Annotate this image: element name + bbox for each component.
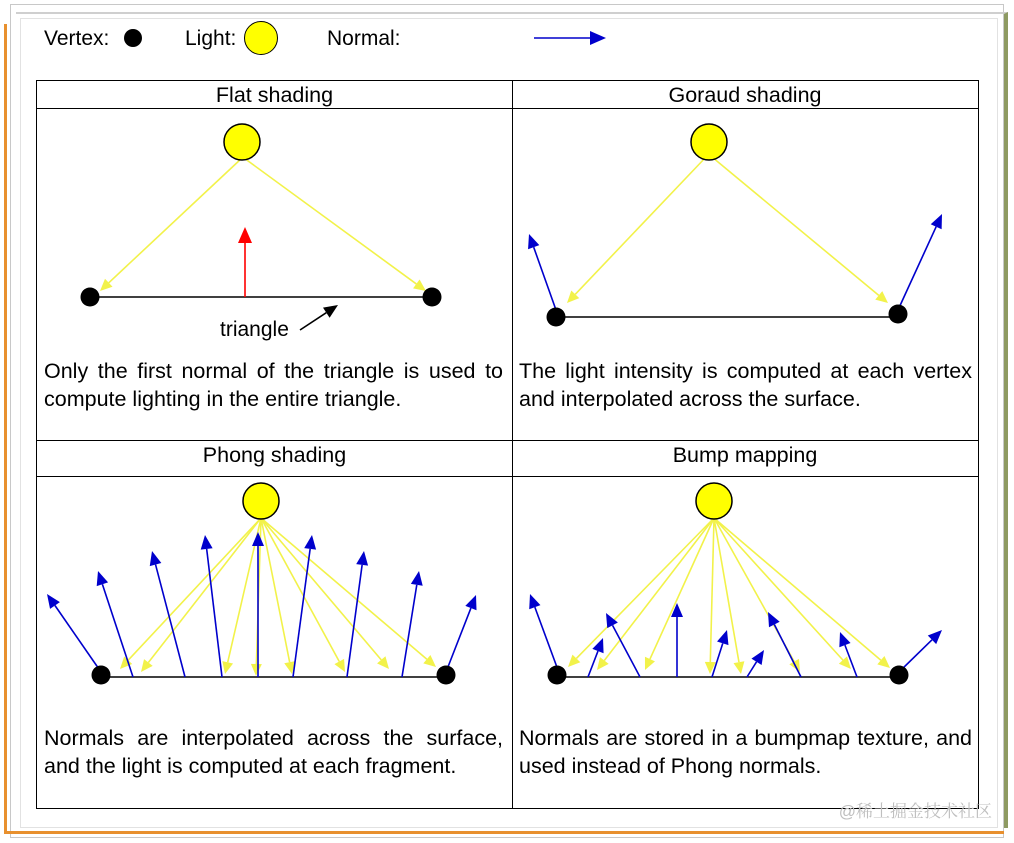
legend-light-label: Light: bbox=[185, 27, 237, 50]
light-ray bbox=[261, 518, 295, 674]
normal-arrow bbox=[606, 613, 640, 677]
normal-arrow bbox=[150, 551, 185, 677]
light-ray bbox=[714, 518, 890, 668]
goraud-shading-diagram bbox=[528, 124, 942, 327]
flat-shading-diagram bbox=[81, 124, 442, 330]
normal-arrow bbox=[768, 612, 801, 677]
light-ray bbox=[567, 157, 706, 303]
light-ray bbox=[244, 158, 426, 291]
normal-arrow bbox=[671, 603, 683, 677]
normal-arrow bbox=[47, 594, 101, 672]
panel-title-flat: Flat shading bbox=[215, 83, 334, 107]
panel-description-goraud: The light intensity is computed at each vertex and interpolated across the surface. bbox=[519, 359, 972, 411]
panel-title-goraud: Goraud shading bbox=[668, 83, 822, 107]
vertex bbox=[889, 305, 908, 324]
normal-arrow bbox=[97, 571, 133, 677]
legend-normal-label: Normal: bbox=[327, 27, 401, 50]
phong-shading-diagram bbox=[47, 483, 477, 685]
vertex bbox=[548, 666, 567, 685]
light-ray bbox=[714, 518, 744, 674]
panel-description-bump: Normals are stored in a bumpmap texture, and used instead of Phong normals. bbox=[519, 726, 972, 778]
light-ray bbox=[712, 157, 888, 303]
light-ray bbox=[705, 518, 716, 674]
vertex bbox=[423, 288, 442, 307]
watermark: @稀土掘金技术社区 bbox=[838, 802, 992, 821]
light-ray bbox=[568, 518, 714, 667]
panel-title-bump: Bump mapping bbox=[672, 443, 818, 467]
light-ray bbox=[261, 518, 345, 672]
vertex bbox=[81, 288, 100, 307]
light-ray bbox=[714, 518, 851, 669]
vertex bbox=[92, 666, 111, 685]
normal-arrow bbox=[293, 535, 316, 677]
normal-arrow bbox=[528, 234, 556, 310]
panel-description-phong: Normals are interpolated across the surface, and the light is computed at each fragment. bbox=[44, 726, 503, 778]
normal-arrow bbox=[446, 595, 477, 672]
bump-mapping-diagram bbox=[529, 483, 942, 685]
normal-arrow bbox=[712, 630, 728, 677]
normal-arrow bbox=[347, 551, 368, 677]
light-ray bbox=[120, 518, 261, 669]
normal-arrow bbox=[899, 630, 942, 672]
panel-description-flat: Only the first normal of the triangle is used to compute lighting in the entire triangle. bbox=[44, 359, 503, 411]
normal-arrow bbox=[747, 650, 764, 677]
triangle-pointer-arrow bbox=[300, 305, 338, 330]
light-ray bbox=[261, 518, 436, 667]
normal-arrow bbox=[839, 632, 857, 677]
normal-arrow bbox=[529, 594, 558, 670]
legend-vertex-label: Vertex: bbox=[44, 27, 110, 50]
light-source bbox=[691, 124, 727, 160]
flat-normal-arrow bbox=[238, 227, 252, 297]
normal-arrow bbox=[898, 214, 942, 310]
vertex bbox=[890, 666, 909, 685]
light-ray bbox=[261, 518, 389, 669]
light-source bbox=[224, 124, 260, 160]
normal-arrow bbox=[201, 535, 222, 677]
triangle-label: triangle bbox=[220, 318, 289, 341]
light-source bbox=[696, 483, 732, 519]
normal-arrow bbox=[402, 571, 423, 677]
light-source bbox=[243, 483, 279, 519]
vertex bbox=[437, 666, 456, 685]
light-ray bbox=[100, 158, 242, 291]
panel-title-phong: Phong shading bbox=[202, 443, 347, 467]
vertex bbox=[547, 308, 566, 327]
normal-arrow bbox=[252, 532, 264, 677]
